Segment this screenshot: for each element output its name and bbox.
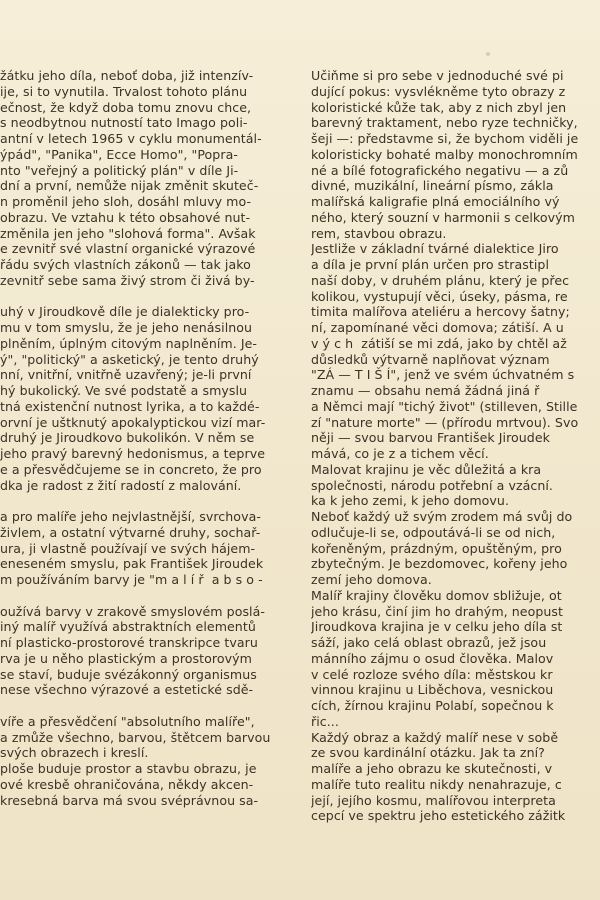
- text-line: zí "nature morte" — (přírodu mrtvou). Svo: [311, 414, 579, 430]
- text-line: e a přesvědčujeme se in concreto, že pro: [0, 461, 262, 477]
- text-line: dka je radost z žití radostí z malování.: [0, 477, 242, 493]
- text-line: zemí jeho domova.: [311, 572, 432, 587]
- text-line: druhý je Jiroudkovo bukolikón. V něm se: [0, 430, 255, 446]
- text-line: koloristické kůže tak, aby z nich zbyl jen: [311, 99, 567, 115]
- text-line: ploše buduje prostor a stavbu obrazu, je: [0, 761, 257, 776]
- text-line: ní plasticko-prostorové transkripce tvaru: [0, 635, 258, 650]
- text-line: nní, vnitřní, vnitřně uzavřený; je-li první: [0, 367, 252, 383]
- text-line: v ý c h zátiší se mi zdá, jako by chtěl až: [311, 335, 567, 351]
- text-line: společnosti, národu potřební a vzácní.: [311, 477, 553, 493]
- text-line: Učiňme si pro sebe v jednoduché své pi: [311, 68, 564, 83]
- text-line: antní v letech 1965 v cyklu monumentál-: [0, 131, 262, 146]
- text-line: mánního zájmu o osud člověka. Malov: [311, 650, 554, 666]
- text-line: rem, stavbou obrazu.: [311, 225, 447, 241]
- text-line: a díla je první plán určen pro strastipl: [311, 257, 550, 272]
- text-line: malířská kaligrafie plná emociálního vý: [311, 194, 560, 209]
- text-line: ní, zapomínané věci domova; zátiší. A u: [311, 320, 564, 335]
- text-line: koloristicky bohaté malby monochromním: [311, 146, 578, 162]
- text-line: oužívá barvy v zrakově smyslovém poslá-: [0, 603, 265, 619]
- text-line: barevný traktament, nebo ryze techničky,: [311, 115, 578, 131]
- text-line: ečnost, že když doba tomu znovu chce,: [0, 99, 252, 115]
- text-line: a pro malíře jeho nejvlastnější, svrchova-: [0, 509, 261, 524]
- text-line: [0, 289, 292, 305]
- text-line: ze svou kardinální otázku. Jak ta zní?: [311, 745, 545, 761]
- text-line: malíře tuto realitu nikdy nenahrazuje, c: [311, 776, 562, 792]
- text-line: šeji —: představme si, že bychom viděli je: [311, 131, 579, 146]
- text-line: naší doby, v druhém plánu, který je přec: [311, 272, 570, 288]
- text-line: dní a první, nemůže nijak změnit skuteč-: [0, 178, 259, 194]
- text-line: sáží, jako celá oblast obrazů, jež jsou: [311, 635, 547, 650]
- text-line: ného, který souzní v harmonii s celkovým: [311, 209, 575, 225]
- text-line: né a bílé fotografického negativu — a zů: [311, 162, 569, 178]
- text-line: řic...: [311, 713, 339, 729]
- text-line: [0, 493, 292, 509]
- text-line: kolikou, vystupují věci, úseky, pásma, re: [311, 288, 568, 304]
- text-line: timita malířova ateliéru a hercovy šatny;: [311, 304, 570, 320]
- text-line: ý", "politický" a asketický, je tento druhý: [0, 351, 259, 367]
- text-column-left: [0, 68, 292, 808]
- text-line: kořeněným, prázdným, opuštěným, pro: [311, 540, 562, 556]
- text-line: cích, žírnou krajinu Polabí, sopečnou k: [311, 698, 554, 713]
- text-line: jeho pravý barevný hedonismus, a teprve: [0, 446, 266, 461]
- text-line: a Němci mají "tichý život" (stilleven, Stille: [311, 398, 578, 414]
- paper-speck: [486, 52, 490, 56]
- text-line: kresebná barva má svou svéprávnou sa-: [0, 792, 259, 808]
- text-line: Neboť každý už svým zrodem má svůj do: [311, 509, 573, 524]
- text-line: svých obrazech i kreslí.: [0, 745, 149, 761]
- text-line: tná existenční nutnost lyrika, a to každé-: [0, 398, 260, 414]
- text-line: mu v tom smyslu, že je jeho nenásilnou: [0, 320, 253, 335]
- text-line: vinnou krajinu u Liběchova, vesnickou: [311, 682, 554, 698]
- text-line: zevnitř sebe sama živý strom či živá by-: [0, 272, 255, 288]
- text-line: Jiroudkova krajina je v celku jeho díla st: [311, 619, 563, 635]
- text-line: Každý obraz a každý malíř nese v sobě: [311, 729, 559, 745]
- text-line: cepcí ve spektru jeho estetického zážitk: [311, 808, 566, 824]
- text-line: zbytečným. Je bezdomovec, kořeny jeho: [311, 556, 568, 572]
- text-line: hý bukolický. Ve své podstatě a smyslu: [0, 383, 248, 398]
- text-line: s neodbytnou nutností tato Imago poli-: [0, 115, 248, 131]
- text-line: živlem, a ostatní výtvarné druhy, sochař-: [0, 524, 261, 540]
- text-line: n proměnil jeho sloh, dosáhl mluvy mo-: [0, 194, 252, 209]
- text-line: něji — svou barvou František Jiroudek: [311, 430, 550, 446]
- text-line: jeho krásu, činí jim ho drahým, neopust: [311, 603, 563, 619]
- text-line: ýpád", "Panika", Ecce Homo", "Popra-: [0, 146, 238, 162]
- text-line: změnila jen jeho "slohová forma". Avšak: [0, 225, 256, 241]
- text-line: nto "veřejný a politický plán" v díle Ji-: [0, 162, 239, 178]
- text-line: žátku jeho díla, neboť doba, již intenzív-: [0, 68, 254, 83]
- text-line: iný malíř využívá abstraktních elementů: [0, 619, 256, 635]
- text-line: divné, muzikální, lineární písmo, zákla: [311, 178, 554, 194]
- text-line: dující pokus: vysvlékněme tyto obrazy z: [311, 83, 566, 99]
- text-line: nese všechno výrazové a estetické sdě-: [0, 682, 254, 698]
- text-line: víře a přesvědčení "absolutního malíře",: [0, 713, 255, 729]
- text-line: "ZÁ — T I Š Í", jenž ve svém úchvatném s: [311, 367, 575, 383]
- text-line: obrazu. Ve vztahu k této obsahové nut-: [0, 209, 251, 225]
- text-column-right: [311, 68, 600, 824]
- text-line: malíře a jeho obrazu ke skutečnosti, v: [311, 761, 553, 776]
- text-line: a zmůže všechno, barvou, štětcem barvou: [0, 729, 271, 745]
- text-line: důsledků výtvarně naplňovat význam: [311, 351, 550, 367]
- text-line: rva je u něho plastickým a prostorovým: [0, 650, 252, 666]
- text-line: ura, ji vlastně používají ve svých hájem-: [0, 540, 256, 556]
- text-line: mává, co je z a tichem věcí.: [311, 446, 489, 461]
- text-line: ije, si to vynutila. Trvalost tohoto plánu: [0, 83, 248, 99]
- text-line: řádu svých vlastních zákonů — tak jako: [0, 257, 251, 272]
- text-line: [0, 698, 292, 714]
- text-line: eneseném smyslu, pak František Jiroudek: [0, 556, 264, 572]
- text-line: m používáním barvy je "m a l í ř a b s o -: [0, 572, 263, 587]
- text-line: uhý v Jiroudkově díle je dialekticky pro-: [0, 304, 250, 320]
- text-line: ové kresbě ohraničována, někdy akcen-: [0, 776, 254, 792]
- text-line: orvní je uštknutý apokalyptickou vizí mar-: [0, 414, 266, 430]
- text-line: Jestliže v základní tvárné dialektice Jiro: [311, 241, 559, 257]
- text-line: Malíř krajiny člověku domov sbližuje, ot: [311, 587, 562, 603]
- text-line: její, jejího kosmu, malířovou interpreta: [311, 792, 556, 808]
- text-line: plněním, úplným citovým naplněním. Je-: [0, 335, 257, 351]
- text-line: [0, 588, 292, 604]
- text-line: se staví, buduje svézákonný organismus: [0, 666, 257, 682]
- text-line: ka k jeho zemi, k jeho domovu.: [311, 493, 510, 509]
- text-line: v celé rozloze svého díla: městskou kr: [311, 666, 553, 682]
- text-line: Malovat krajinu je věc důležitá a kra: [311, 461, 542, 477]
- text-line: znamu — obsahu nemá žádná jiná ř: [311, 383, 540, 398]
- text-line: e zevnitř své vlastní organické výrazové: [0, 241, 256, 257]
- text-line: odlučuje-li se, odpoutává-li se od nich,: [311, 524, 556, 540]
